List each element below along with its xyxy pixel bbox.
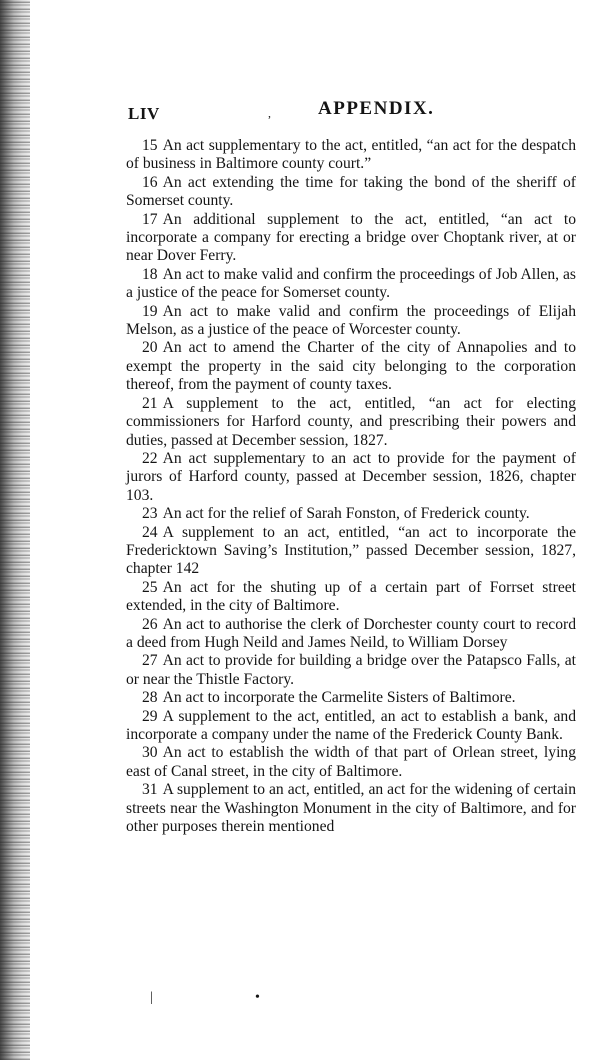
footer-center-mark: • (255, 990, 260, 1005)
act-entry (126, 708, 576, 745)
act-number: 27 (142, 652, 158, 670)
act-entry (126, 781, 576, 836)
act-number: 22 (142, 449, 158, 467)
act-text: An act to establish the width of that part of Orlean street, lying east of Canal street, in the city of Baltimore. (126, 744, 576, 780)
act-number: 18 (142, 265, 158, 283)
act-entry (126, 211, 576, 266)
act-text: An act to amend the Charter of the city of Annapolies and to exempt the property in the said city belonging to the corporation thereof, from the payment of county taxes. (126, 339, 576, 394)
scanned-binding-edge (0, 0, 30, 1060)
page-title: APPENDIX. (318, 98, 435, 119)
act-number: 17 (142, 210, 158, 228)
act-entry (126, 450, 576, 505)
act-entry (126, 652, 576, 689)
act-number: 21 (142, 394, 158, 412)
act-entry (126, 395, 576, 450)
act-number: 24 (142, 523, 158, 541)
act-entry (126, 689, 576, 707)
page-number: LIV (128, 104, 160, 123)
footer-left-mark: | (150, 990, 153, 1005)
act-text: A supplement to an act, entitled, “an act to incorporate the Fredericktown Saving’s Institution,” passed December session, 1827, chapter 142 (126, 523, 576, 578)
act-text: An act to incorporate the Carmelite Sisters of Baltimore. (162, 689, 516, 707)
page-header (128, 98, 578, 124)
act-entry (126, 616, 576, 653)
act-text: A supplement to the act, entitled, an act to establish a bank, and incorporate a company under the name of the Frederick County Bank. (126, 707, 576, 743)
acts-list (126, 137, 576, 836)
header-mark: , (268, 106, 271, 120)
act-entry (126, 174, 576, 211)
act-number: 28 (142, 689, 158, 707)
act-text: An act for the shuting up of a certain part of Forrset street extended, in the city of Baltimore. (126, 578, 576, 615)
act-entry (126, 137, 576, 174)
act-number: 26 (142, 615, 158, 633)
act-entry (126, 505, 576, 523)
act-text: A supplement to an act, entitled, an act for the widening of certain streets near the Washington Monument in the city of Baltimore, and for other purposes therein mentioned (126, 781, 576, 836)
act-entry (126, 524, 576, 579)
act-text: An act extending the time for taking the bond of the sheriff of Somerset county. (126, 173, 576, 210)
act-entry (126, 266, 576, 303)
act-entry (126, 339, 576, 394)
act-text: An act supplementary to an act to provide for the payment of jurors of Harford county, passed at December session, 1826, chapter 103. (126, 449, 576, 504)
act-text: An act supplementary to the act, entitled, “an act for the despatch of business in Baltimore county court.” (126, 137, 576, 173)
act-text: An act to provide for building a bridge over the Patapsco Falls, at or near the Thistle Factory. (126, 652, 576, 688)
act-number: 25 (142, 578, 158, 596)
act-number: 29 (142, 707, 158, 725)
act-number: 23 (142, 505, 158, 523)
act-number: 30 (142, 744, 158, 762)
act-entry (126, 303, 576, 340)
act-text: An act to authorise the clerk of Dorchester county court to record a deed from Hugh Neild and James Neild, to William Dorsey (126, 615, 576, 651)
act-text: An act to make valid and confirm the proceedings of Elijah Melson, as a justice of the peace of Worcester county. (126, 302, 576, 339)
act-number: 19 (142, 302, 158, 320)
act-number: 31 (142, 781, 158, 799)
act-text: An act for the relief of Sarah Fonston, of Frederick county. (162, 505, 530, 523)
act-text: A supplement to the act, entitled, “an act for electing commissioners for Harford county, and prescribing their powers and duties, passed at December session, 1827. (126, 394, 576, 449)
act-number: 16 (142, 173, 158, 191)
act-entry (126, 579, 576, 616)
act-text: An act to make valid and confirm the proceedings of Job Allen, as a justice of the peace for Somerset county. (126, 265, 576, 302)
act-text: An additional supplement to the act, entitled, “an act to incorporate a company for erecting a bridge over Choptank river, at or near Dover Ferry. (126, 210, 576, 265)
act-number: 15 (142, 137, 158, 154)
act-entry (126, 744, 576, 781)
act-number: 20 (142, 339, 158, 357)
